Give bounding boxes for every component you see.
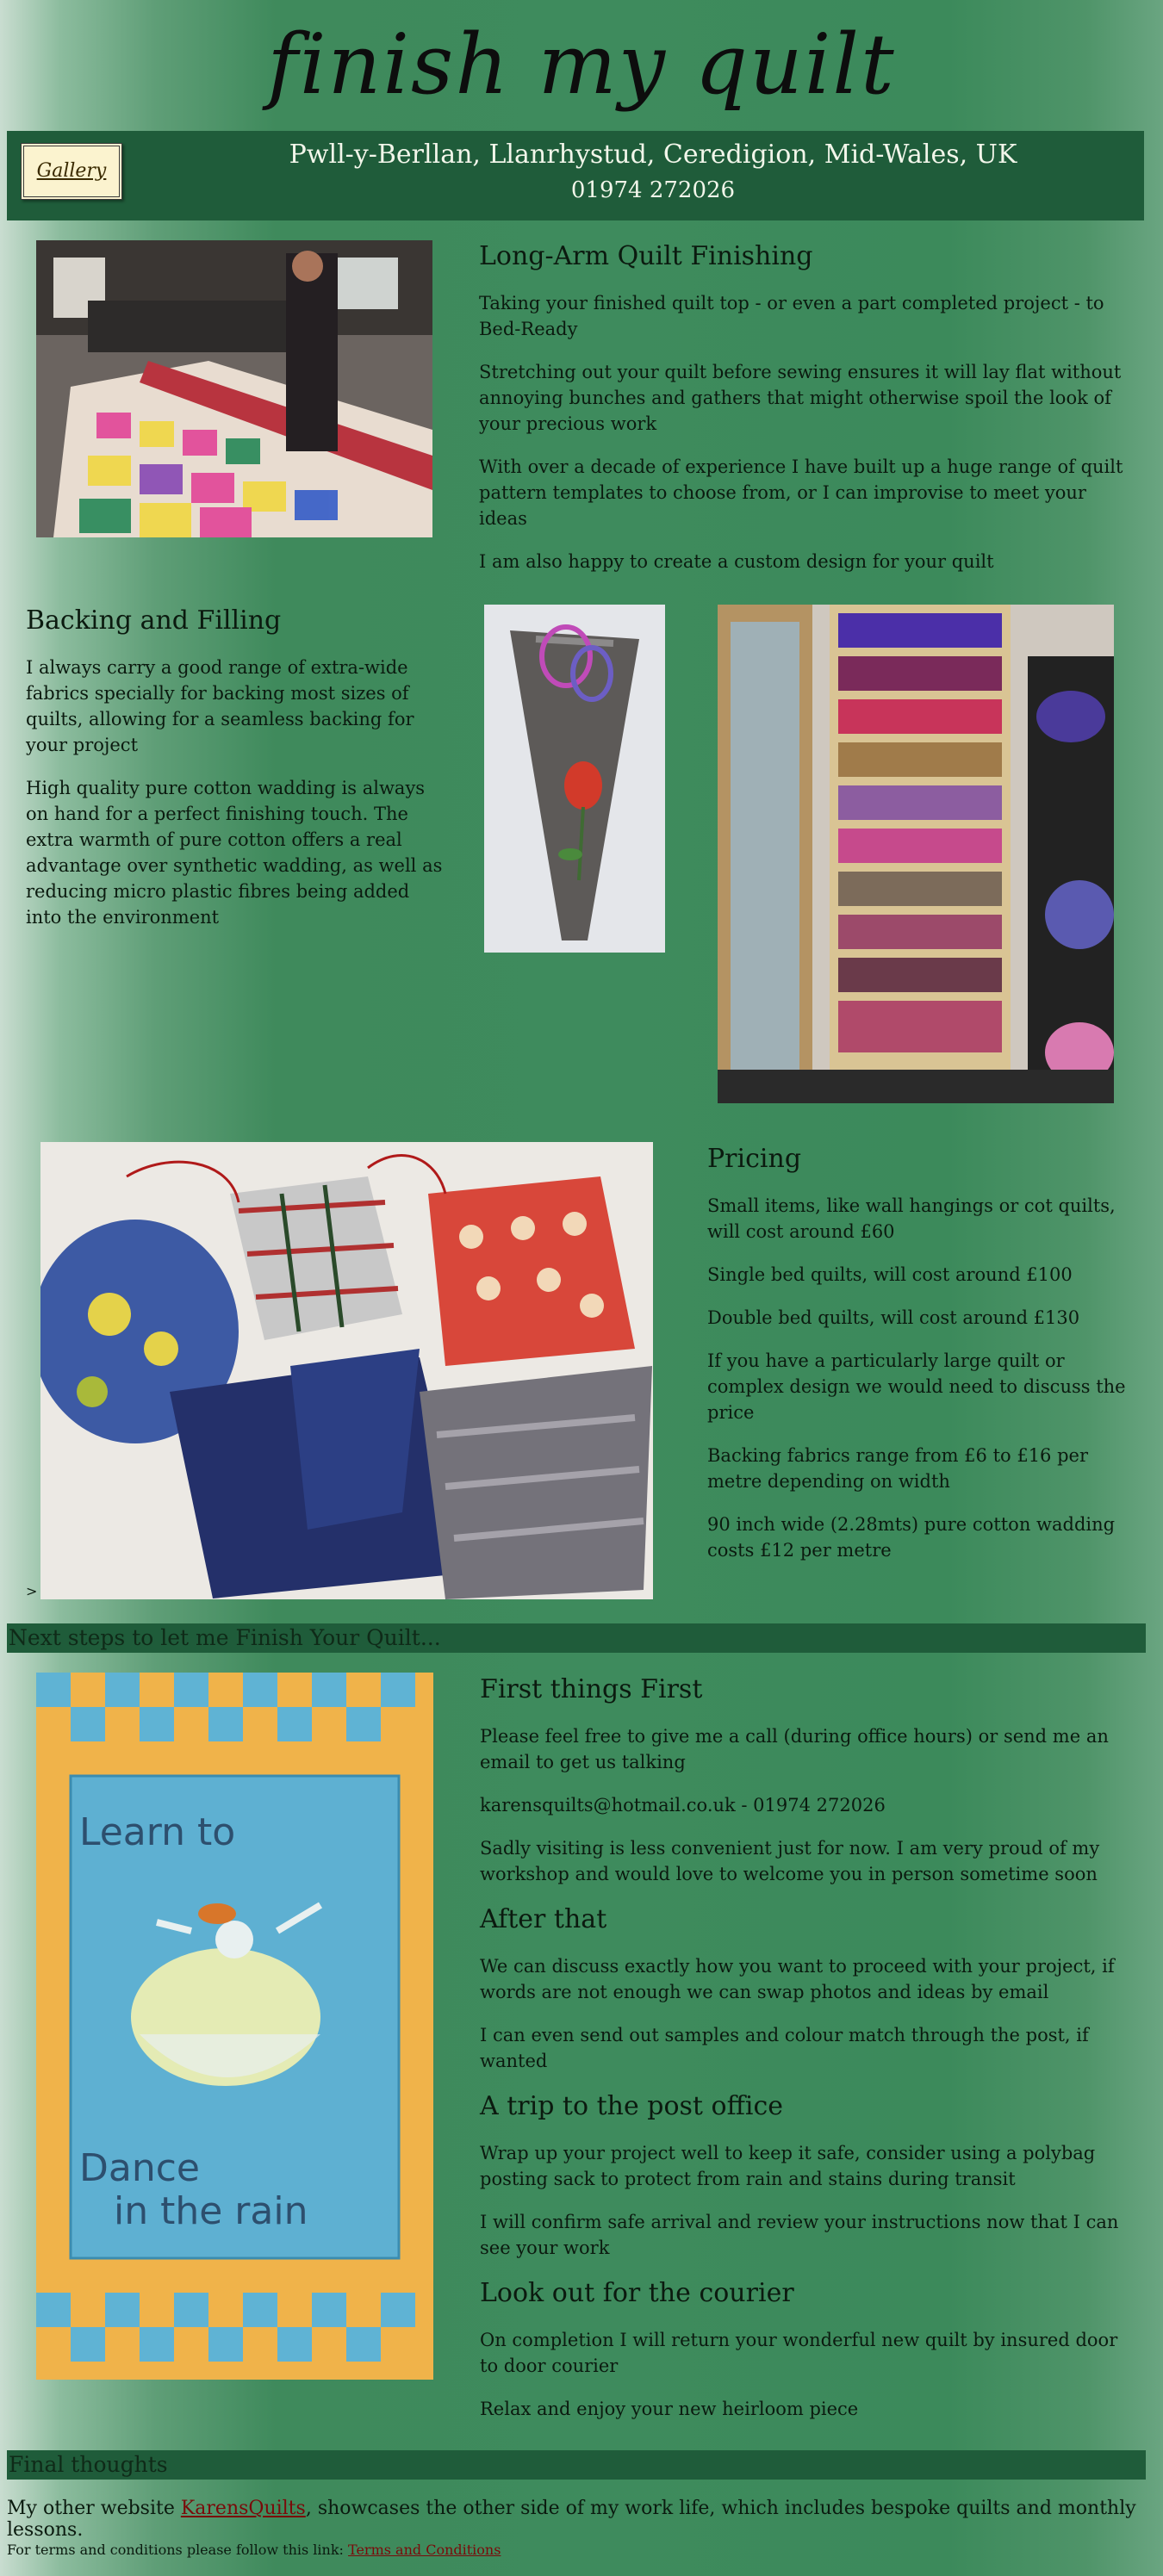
pricing-item: Double bed quilts, will cost around £130 (707, 1307, 1080, 1328)
long-arm-section (479, 241, 1125, 592)
courier-paragraph: Relax and enjoy your new heirloom piece (480, 2399, 859, 2419)
after-that-paragraph: We can discuss exactly how you want to proceed with your project, if words are not enough we can swap photos and ideas by email (480, 1956, 1115, 2002)
scissor-pouch-photo (484, 605, 665, 953)
post-office-heading: A trip to the post office (480, 2091, 784, 2121)
long-arm-paragraph: With over a decade of experience I have built up a huge range of quilt pattern templates to choose from, or I can improvise to meet your ideas (479, 456, 1123, 529)
next-steps-content (480, 1674, 1126, 2439)
phone-text: 01974 272026 (570, 177, 736, 203)
other-website-text: , showcases the other side of my work life, which includes bespoke quilts and monthly lessons. (7, 2498, 1136, 2541)
first-things-heading: First things First (480, 1674, 703, 1704)
terms-text: For terms and conditions please follow this link: (7, 2542, 349, 2558)
long-arm-paragraph: I am also happy to create a custom design for your quilt (479, 551, 994, 572)
terms-link[interactable]: Terms and Conditions (348, 2542, 501, 2558)
first-things-paragraph: Please feel free to give me a call (during office hours) or send me an email to get us talking (480, 1726, 1109, 1772)
pricing-item: Small items, like wall hangings or cot quilts, will cost around £60 (707, 1195, 1116, 1242)
first-things-paragraph: Sadly visiting is less convenient just for now. I am very proud of my workshop and would love to welcome you in person sometime soon (480, 1838, 1100, 1884)
other-website-text: My other website (7, 2498, 181, 2519)
other-website-line (7, 2498, 1163, 2541)
long-arm-heading: Long-Arm Quilt Finishing (479, 241, 813, 271)
dance-in-the-rain-quilt-photo (36, 1673, 433, 2380)
drawstring-bags-photo (40, 1142, 653, 1599)
long-arm-paragraph: Stretching out your quilt before sewing ensures it will lay flat without annoying bunches and gathers that might otherwise spoil the look of your precious work (479, 362, 1122, 434)
courier-paragraph: On completion I will return your wonderful new quilt by insured door to door courier (480, 2330, 1118, 2376)
pricing-item: If you have a particularly large quilt or complex design we would need to discuss the price (707, 1350, 1126, 1423)
backing-paragraph: High quality pure cotton wadding is always on hand for a perfect finishing touch. The extra warmth of pure cotton offers a real advantage over synthetic wadding, as well as reducing micro plastic fibres being added into the environment (26, 778, 443, 928)
pricing-section (707, 1144, 1129, 1580)
site-title: finish my quilt (267, 16, 896, 113)
final-thoughts-bar: Final thoughts (7, 2450, 1146, 2480)
fabric-shelf-photo (718, 605, 1114, 1103)
stray-marker: > (26, 1583, 38, 1599)
backing-heading: Backing and Filling (26, 605, 282, 636)
address-text: Pwll-y-Berllan, Llanrhystud, Ceredigion, Mid-Wales, UK (289, 140, 1017, 170)
long-arm-machine-photo (36, 240, 432, 537)
post-office-paragraph: Wrap up your project well to keep it safe, consider using a polybag posting sack to protect from rain and stains during transit (480, 2143, 1096, 2189)
long-arm-paragraph: Taking your finished quilt top - or even a part completed project - to Bed-Ready (479, 293, 1104, 339)
gallery-button[interactable]: Gallery (21, 143, 122, 200)
quilt-text: Learn to (79, 1810, 236, 1854)
pricing-item: 90 inch wide (2.28mts) pure cotton wadding costs £12 per metre (707, 1514, 1116, 1561)
backing-paragraph: I always carry a good range of extra-wide fabrics specially for backing most sizes of quilts, allowing for a seamless backing for your project (26, 657, 414, 755)
pricing-item: Single bed quilts, will cost around £100 (707, 1264, 1073, 1285)
next-steps-bar: Next steps to let me Finish Your Quilt... (7, 1623, 1146, 1653)
terms-line (7, 2542, 501, 2558)
after-that-paragraph: I can even send out samples and colour match through the post, if wanted (480, 2025, 1089, 2071)
post-office-paragraph: I will confirm safe arrival and review your instructions now that I can see your work (480, 2212, 1119, 2258)
pricing-item: Backing fabrics range from £6 to £16 per metre depending on width (707, 1445, 1088, 1492)
quilt-text: in the rain (114, 2189, 308, 2233)
quilt-text: Dance (79, 2146, 200, 2190)
after-that-heading: After that (480, 1904, 607, 1934)
karens-quilts-link[interactable]: KarensQuilts (180, 2498, 306, 2519)
courier-heading: Look out for the courier (480, 2278, 794, 2308)
backing-section (26, 605, 448, 947)
contact-details: karensquilts@hotmail.co.uk - 01974 272026 (480, 1795, 886, 1816)
pricing-heading: Pricing (707, 1144, 802, 1174)
contact-banner (7, 131, 1144, 220)
